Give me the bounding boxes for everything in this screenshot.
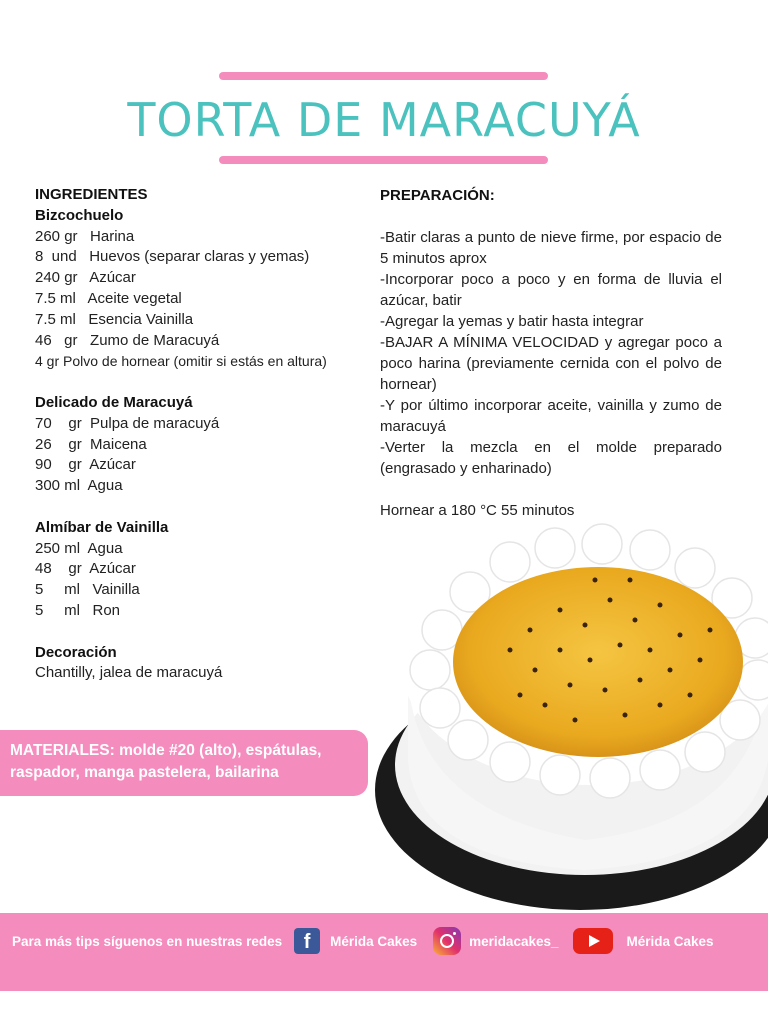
ingredient-item: 300 ml Agua (35, 477, 123, 495)
ingredients-heading: INGREDIENTES (35, 186, 148, 203)
ingredient-item: 48 gr Azúcar (35, 560, 136, 578)
ingredient-item: 5 ml Vainilla (35, 581, 140, 599)
ingredients-section (35, 185, 355, 684)
ingredient-item: 26 gr Maicena (35, 435, 147, 453)
decoracion-text: Chantilly, jalea de maracuyá (35, 664, 223, 682)
ingredient-item: 260 gr Harina (35, 227, 135, 245)
cake-photo (370, 520, 768, 910)
bake-instruction: Hornear a 180 °C 55 minutos (380, 502, 575, 519)
preparation-heading: PREPARACIÓN: (380, 187, 495, 204)
ingredient-item: 8 und Huevos (separar claras y yemas) (35, 248, 310, 266)
preparation-step: -Agregar la yemas y batir hasta integrar (380, 313, 644, 330)
preparation-step: -Y por último incorporar aceite, vainilla y zumo de maracuyá (380, 397, 722, 435)
preparation-section (380, 185, 722, 521)
youtube-icon[interactable] (573, 928, 613, 954)
decoracion-heading: Decoración (35, 643, 117, 661)
delicado-heading: Delicado de Maracuyá (35, 393, 193, 411)
preparation-step: -BAJAR A MÍNIMA VELOCIDAD y agregar poco a poco harina (previamente cernida con el polvo de hornear) (380, 334, 722, 393)
preparation-step: -Incorporar poco a poco y en forma de lluvia el azúcar, batir (380, 271, 722, 309)
materials-banner: MATERIALES: molde #20 (alto), espátulas, raspador, manga pastelera, bailarina (0, 730, 368, 796)
footer-banner (0, 913, 768, 991)
follow-text: Para más tips síguenos en nuestras redes (12, 933, 283, 949)
ingredient-item: 90 gr Azúcar (35, 456, 136, 474)
instagram-link[interactable]: meridacakes_ (469, 933, 559, 949)
ingredient-item: 7.5 ml Esencia Vainilla (35, 310, 194, 328)
ingredient-item: 70 gr Pulpa de maracuyá (35, 414, 220, 432)
ingredient-item: 7.5 ml Aceite vegetal (35, 289, 182, 307)
ingredient-item: 250 ml Agua (35, 539, 123, 557)
page-title: TORTA DE MARACUYÁ (127, 93, 641, 147)
ingredient-item: 240 gr Azúcar (35, 269, 136, 287)
ingredient-item: 5 ml Ron (35, 601, 121, 619)
youtube-link[interactable]: Mérida Cakes (626, 933, 714, 949)
bizcochuelo-heading: Bizcochuelo (35, 206, 124, 224)
facebook-icon[interactable]: f (294, 928, 320, 954)
preparation-step: -Verter la mezcla en el molde preparado (engrasado y enharinado) (380, 439, 722, 477)
facebook-link[interactable]: Mérida Cakes (330, 933, 418, 949)
ingredient-item: 4 gr Polvo de hornear (omitir si estás en altura) (35, 353, 327, 370)
ingredient-item: 46 gr Zumo de Maracuyá (35, 331, 220, 349)
almibar-heading: Almíbar de Vainilla (35, 518, 169, 536)
title-bottom-bar (219, 156, 548, 164)
instagram-icon[interactable] (433, 927, 461, 955)
social-row (12, 925, 756, 957)
title-top-bar (219, 72, 548, 80)
preparation-step: -Batir claras a punto de nieve firme, por espacio de 5 minutos aprox (380, 229, 722, 267)
